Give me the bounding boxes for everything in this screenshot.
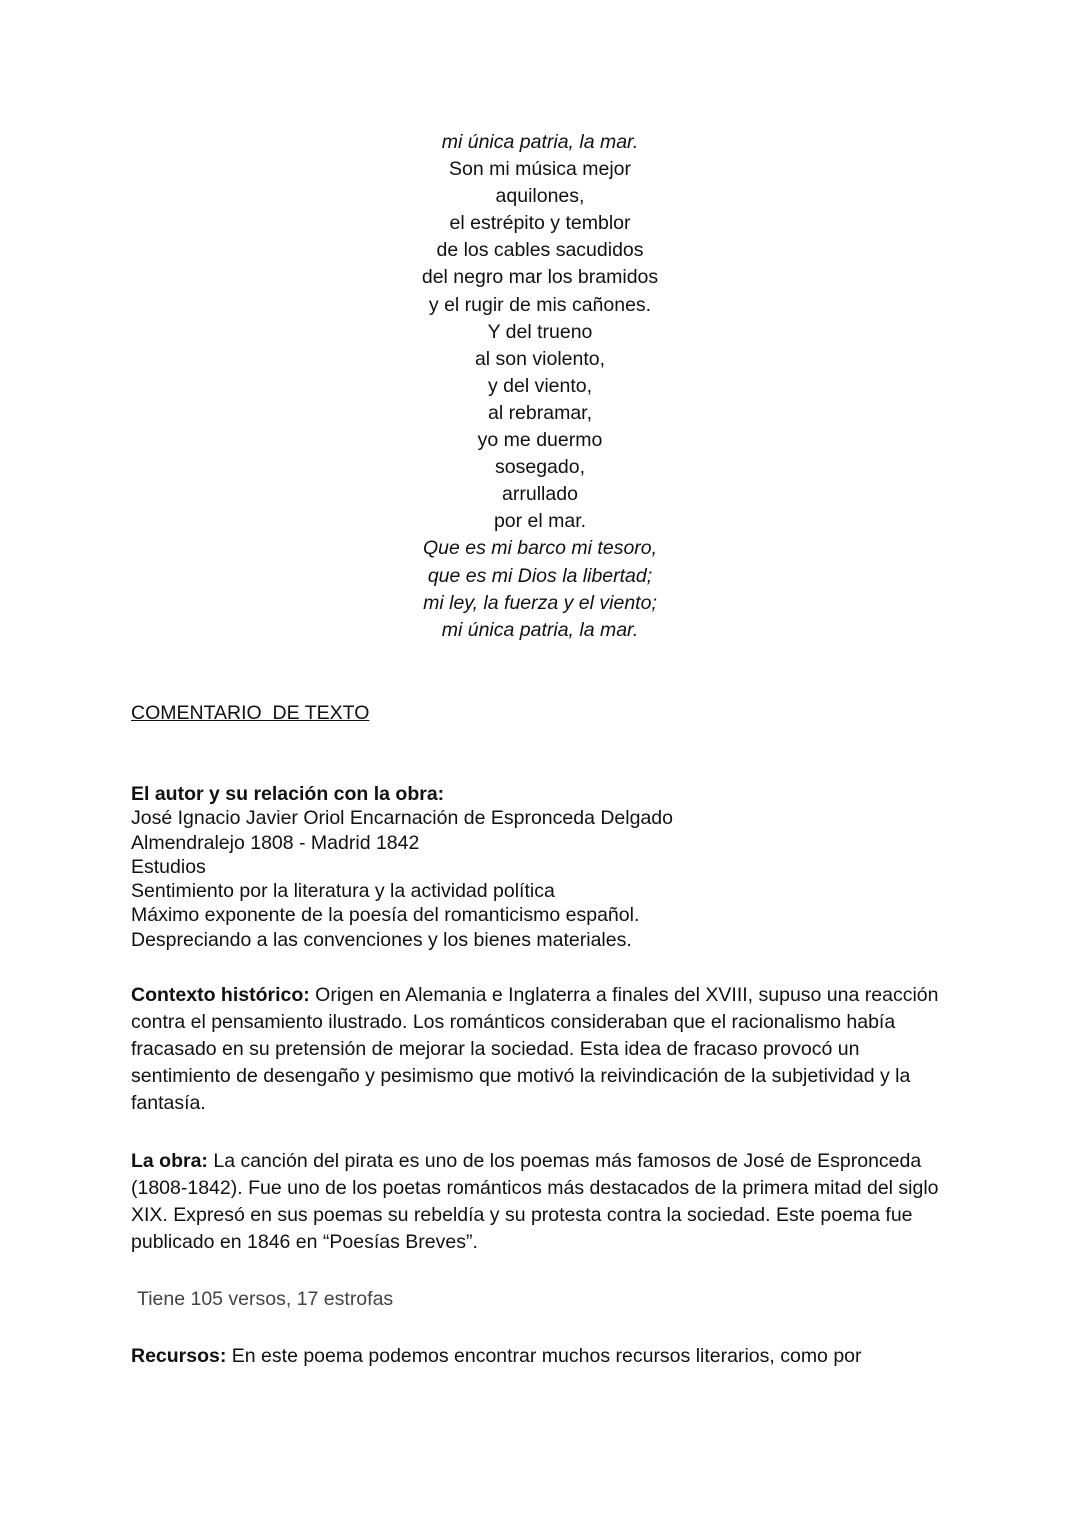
poem-line: mi única patria, la mar. <box>441 131 639 153</box>
author-line: José Ignacio Javier Oriol Encarnación de Espronceda Delgado <box>131 807 673 830</box>
poem-line: Y del trueno <box>487 320 593 343</box>
poem-line: al rebramar, <box>487 401 593 424</box>
author-line: Despreciando a las convenciones y los bienes materiales. <box>131 928 632 951</box>
historical-context-label: Contexto histórico: <box>131 984 310 1006</box>
resources-paragraph <box>131 1343 946 1370</box>
poem-line: al son violento, <box>474 347 606 370</box>
poem-line: del negro mar los bramidos <box>421 266 659 289</box>
author-section <box>131 782 951 952</box>
poem-line: arrullado <box>502 483 578 506</box>
poem-line: Son mi música mejor <box>448 158 632 181</box>
commentary-title: COMENTARIO DE TEXTO <box>131 702 370 724</box>
poem-line: por el mar. <box>493 510 587 533</box>
author-line: Estudios <box>131 855 206 878</box>
author-line: Almendralejo 1808 - Madrid 1842 <box>131 831 420 854</box>
poem-line: mi ley, la fuerza y el viento; <box>423 591 657 614</box>
poem-line: y del viento, <box>487 374 593 397</box>
poem-line: de los cables sacudidos <box>436 239 644 262</box>
poem-line: el estrépito y temblor <box>449 212 631 235</box>
author-line: Máximo exponente de la poesía del romanticismo español. <box>131 904 640 927</box>
author-heading: El autor y su relación con la obra: <box>131 783 445 805</box>
author-line: Sentimiento por la literatura y la actividad política <box>131 880 555 903</box>
poem-line: y el rugir de mis cañones. <box>428 293 652 316</box>
poem-line: sosegado, <box>495 456 585 479</box>
poem-line: Que es mi barco mi tesoro, <box>422 537 658 560</box>
poem-stanza <box>0 129 1080 644</box>
poem-line: yo me duermo <box>477 429 603 452</box>
resources-label: Recursos: <box>131 1345 227 1367</box>
poem-line: aquilones, <box>495 185 585 208</box>
work-paragraph <box>131 1148 946 1256</box>
verses-note: Tiene 105 versos, 17 estrofas <box>137 1288 394 1310</box>
historical-context-paragraph <box>131 982 946 1117</box>
poem-line: mi única patria, la mar. <box>441 618 639 641</box>
historical-context-text: Origen en Alemania e Inglaterra a finales del XVIII, supuso una reacción contra el pensamiento ilustrado. Los románticos consideraban que el racionalismo había fracasado en su pretensión de mejorar la sociedad. Esta idea de fracaso provocó un sentimiento de desengaño y pesimismo que motivó la reivindicación de la subjetividad y la fantasía. <box>131 984 939 1115</box>
poem-line: que es mi Dios la libertad; <box>427 564 653 587</box>
work-label: La obra: <box>131 1150 208 1172</box>
resources-text: En este poema podemos encontrar muchos recursos literarios, como por <box>226 1345 862 1367</box>
work-text: La canción del pirata es uno de los poemas más famosos de José de Espronceda (1808-1842). Fue uno de los poetas románticos más destacados de la primera mitad del siglo XIX. Expresó en sus poemas su rebeldía y su protesta contra la sociedad. Este poema fue publicado en 1846 en “Poesías Breves”. <box>131 1150 939 1254</box>
